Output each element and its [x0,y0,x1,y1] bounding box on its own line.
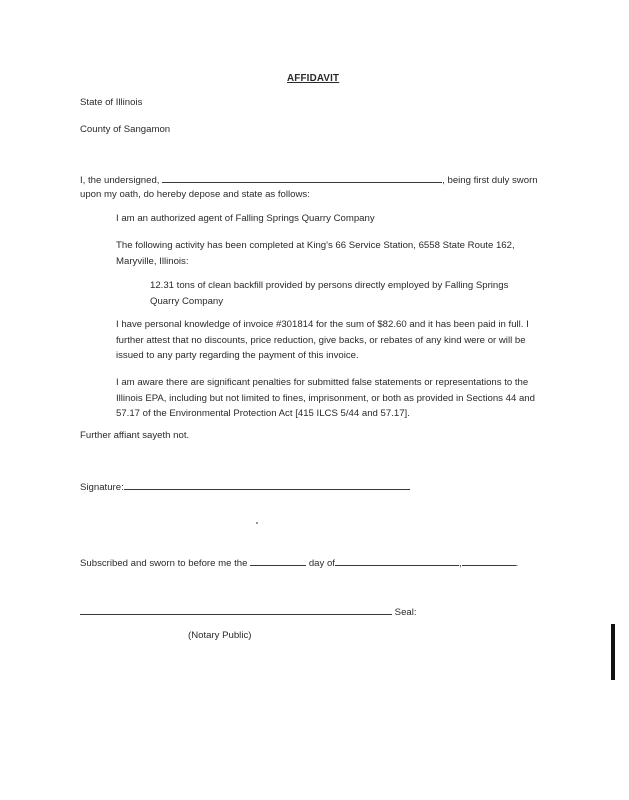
signature-row [80,479,410,493]
statement-invoice: I have personal knowledge of invoice #301814 for the sum of $82.60 and it has been paid in full. I further attest that no discounts, price reduction, give backs, or rebates of any kind were or will be issued to any party regarding the payment of this invoice. [116,319,529,361]
sworn-comma: , [458,558,462,569]
sworn-day-field[interactable] [250,555,306,566]
sworn-row [80,555,518,569]
scan-edge-mark [611,624,615,680]
intro-prefix: I, the undersigned, [80,175,160,186]
sworn-prefix: Subscribed and sworn to before me the [80,558,248,569]
activity-detail: 12.31 tons of clean backfill provided by persons directly employed by Falling Springs Quarry Company [150,280,509,307]
notary-label: (Notary Public) [188,630,252,641]
signature-label: Signature: [80,482,124,493]
county-line: County of Sangamon [80,124,171,135]
sworn-day-label: day of [308,558,335,569]
state-line: State of Illinois [80,97,143,108]
statement-activity: The following activity has been completed at King's 66 Service Station, 6558 State Route 162, Maryville, Illinois: [116,240,515,267]
notary-signature-field[interactable] [80,604,392,615]
closing-line: Further affiant sayeth not. [80,430,190,441]
sworn-month-field[interactable] [335,555,459,566]
undersigned-name-field[interactable] [162,172,442,183]
sworn-end: . [515,558,519,569]
signature-field[interactable] [124,479,410,490]
scan-speck [256,522,258,524]
statement-penalties: I am aware there are significant penalties for submitted false statements or representations to the Illinois EPA, including but not limited to fines, imprisonment, or both as provided in Sections 44 and 57.17 of the Environmental Protection Act [415 ILCS 5/44 and 57.17]. [116,377,535,419]
statement-agent: I am an authorized agent of Falling Springs Quarry Company [116,213,375,224]
intro-line [80,172,538,186]
sworn-year-field[interactable] [462,555,516,566]
notary-row [80,604,417,618]
intro-suffix: , being first duly sworn [442,175,538,186]
document-title: AFFIDAVIT [287,73,340,84]
seal-label: Seal: [394,607,417,618]
intro-line-2: upon my oath, do hereby depose and state as follows: [80,189,310,200]
